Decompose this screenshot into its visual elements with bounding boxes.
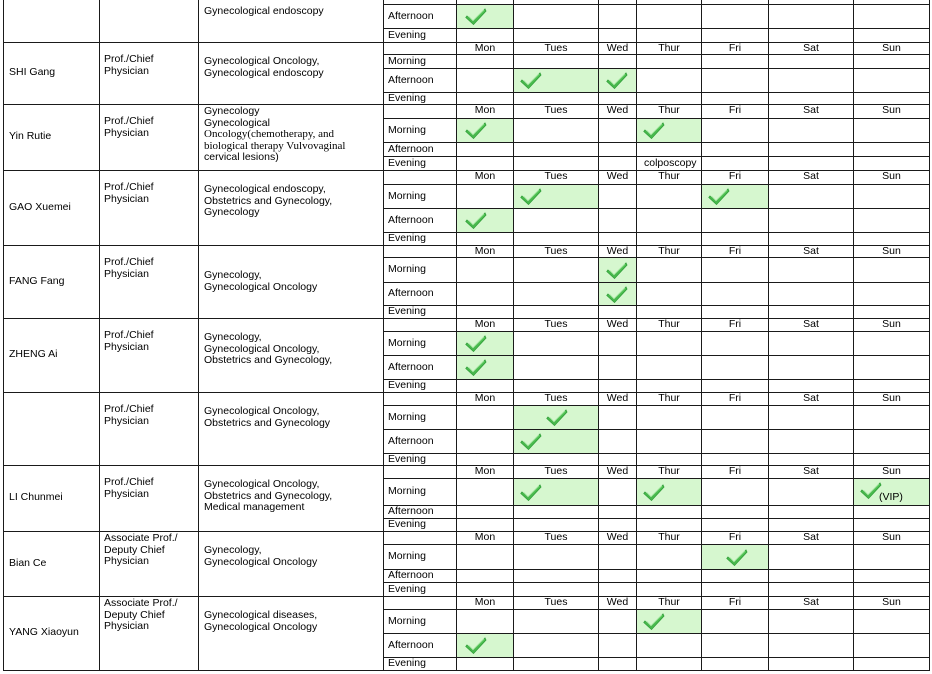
day-column-line [636, 0, 637, 43]
day-header-tues: Tues [544, 318, 568, 330]
slot-label-afternoon: Afternoon [388, 435, 434, 447]
day-header-fri: Fri [728, 596, 742, 608]
slot-row-line [383, 4, 930, 5]
grid-line [383, 42, 384, 105]
slot-row-line [383, 453, 930, 454]
day-column-line [768, 0, 769, 43]
grid-line [198, 531, 199, 597]
slot-label-afternoon: Afternoon [388, 639, 434, 651]
day-header-mon: Mon [474, 531, 496, 543]
doctor-specialty-line: Oncology(chemotherapy, and [204, 128, 335, 140]
day-header-fri: Fri [728, 318, 742, 330]
day-column-line [701, 0, 702, 43]
table-border-left [3, 0, 4, 671]
doctor-specialty-line: Gynecological endoscopy [204, 5, 324, 17]
day-header-mon: Mon [474, 42, 496, 54]
slot-label-evening: Evening [388, 92, 426, 104]
day-header-sat: Sat [803, 104, 819, 116]
doctor-specialty-line: Gynecology, [204, 269, 262, 281]
slot-label-evening: Evening [388, 29, 426, 41]
slot-label-evening: Evening [388, 379, 426, 391]
check-icon [643, 483, 665, 501]
day-header-sun: Sun [882, 465, 901, 477]
slot-row-line [383, 142, 930, 143]
day-header-sat: Sat [803, 392, 819, 404]
day-header-sat: Sat [803, 170, 819, 182]
check-icon [520, 432, 542, 450]
day-header-thur: Thur [658, 42, 680, 54]
day-header-tues: Tues [544, 245, 568, 257]
doctor-specialty-line: biological therapy Vulvovaginal [204, 139, 346, 152]
check-icon [465, 121, 487, 139]
day-header-sun: Sun [882, 392, 901, 404]
check-icon [643, 612, 665, 630]
grid-line [99, 42, 100, 105]
doctor-specialty-line: Gynecological Oncology [204, 555, 318, 568]
day-header-sun: Sun [882, 104, 901, 116]
doctor-name: ZHENG Ai [9, 348, 58, 360]
slot-label-morning: Morning [388, 550, 426, 562]
doctor-specialty-line: Gynecological Oncology [204, 620, 318, 633]
day-header-wed: Wed [606, 245, 629, 257]
doctor-name: GAO Xuemei [9, 201, 71, 213]
slot-label-evening: Evening [388, 583, 426, 595]
doctor-name: YANG Xiaoyun [9, 626, 79, 638]
day-header-mon: Mon [474, 392, 496, 404]
doctor-title: Prof./Chief Physician [104, 403, 154, 427]
day-header-tues: Tues [544, 170, 568, 182]
doctor-specialty-line: Gynecological Oncology [204, 280, 318, 293]
doctor-specialty-line: Obstetrics and Gynecology, [204, 194, 333, 207]
day-header-thur: Thur [658, 318, 680, 330]
check-icon [520, 483, 542, 501]
check-icon [606, 261, 628, 279]
doctor-specialty-line: Gynecological endoscopy [204, 66, 324, 79]
grid-line [99, 170, 100, 246]
slot-row-line [383, 379, 930, 380]
slot-row-line [383, 232, 930, 233]
day-header-wed: Wed [606, 465, 629, 477]
day-header-tues: Tues [544, 42, 568, 54]
slot-label-evening: Evening [388, 453, 426, 465]
slot-row-line [383, 670, 930, 671]
day-header-fri: Fri [728, 104, 742, 116]
grid-line [99, 245, 100, 319]
slot-row-line [383, 28, 930, 29]
check-icon [546, 408, 568, 426]
day-header-mon: Mon [474, 245, 496, 257]
slot-label-afternoon: Afternoon [388, 569, 434, 581]
check-icon [465, 358, 487, 376]
day-header-thur: Thur [658, 104, 680, 116]
doctor-specialty-line: Gynecology [204, 105, 260, 117]
doctor-specialty-line: Gynecology [204, 206, 260, 218]
slot-row-line [383, 505, 930, 506]
table-border-right [929, 0, 930, 671]
doctor-title: Prof./Chief Physician [104, 181, 154, 205]
day-header-fri: Fri [728, 170, 742, 182]
day-header-sun: Sun [882, 531, 901, 543]
day-header-fri: Fri [728, 245, 742, 257]
day-header-tues: Tues [544, 104, 568, 116]
day-header-sun: Sun [882, 170, 901, 182]
doctor-specialty-line: Gynecological Oncology, [204, 405, 320, 417]
slot-row-line [383, 569, 930, 570]
doctor-specialty-line: Gynecological diseases, [204, 609, 318, 621]
slot-label-morning: Morning [388, 411, 426, 423]
day-header-sun: Sun [882, 245, 901, 257]
slot-row-line [383, 518, 930, 519]
grid-line [198, 318, 199, 393]
grid-line [198, 0, 199, 43]
day-header-thur: Thur [658, 596, 680, 608]
day-header-fri: Fri [728, 465, 742, 477]
check-icon [465, 7, 487, 25]
day-header-sat: Sat [803, 465, 819, 477]
doctor-specialty-line: Gynecological endoscopy, [204, 183, 326, 195]
check-icon [708, 187, 730, 205]
check-icon [606, 71, 628, 89]
grid-line [99, 104, 100, 171]
doctor-title: Prof./Chief Physician [104, 476, 154, 500]
slot-label-evening: Evening [388, 657, 426, 669]
day-header-sun: Sun [882, 596, 901, 608]
day-header-sat: Sat [803, 531, 819, 543]
doctor-specialty-line: Medical management [204, 501, 305, 513]
doctor-specialty-line: cervical lesions) [204, 151, 279, 163]
doctor-title: Associate Prof./ Deputy Chief Physician [104, 532, 178, 567]
grid-line [99, 318, 100, 393]
day-header-mon: Mon [474, 596, 496, 608]
grid-line [198, 596, 199, 671]
doctor-title: Prof./Chief Physician [104, 115, 154, 139]
doctor-title: Associate Prof./ Deputy Chief Physician [104, 597, 178, 632]
grid-line [99, 392, 100, 466]
colposcopy-note: colposcopy [644, 157, 697, 169]
slot-row-line [383, 305, 930, 306]
grid-line [99, 531, 100, 597]
doctor-specialty-line: Obstetrics and Gynecology, [204, 489, 333, 502]
day-header-wed: Wed [606, 170, 629, 182]
slot-label-morning: Morning [388, 263, 426, 275]
doctor-specialty-line: Gynecological Oncology, [204, 342, 320, 355]
day-header-fri: Fri [728, 42, 742, 54]
day-header-thur: Thur [658, 245, 680, 257]
day-header-tues: Tues [544, 465, 568, 477]
doctor-specialty-line: Gynecology, [204, 331, 262, 343]
slot-label-morning: Morning [388, 485, 426, 497]
day-header-sat: Sat [803, 318, 819, 330]
grid-line [198, 42, 199, 105]
day-header-mon: Mon [474, 318, 496, 330]
doctor-title: Prof./Chief Physician [104, 256, 154, 280]
day-header-mon: Mon [474, 104, 496, 116]
slot-label-morning: Morning [388, 55, 426, 67]
day-header-wed: Wed [606, 318, 629, 330]
check-icon [465, 334, 487, 352]
grid-line [383, 104, 384, 171]
day-header-fri: Fri [728, 392, 742, 404]
day-column-line [853, 0, 854, 43]
grid-line [383, 531, 384, 597]
slot-label-afternoon: Afternoon [388, 287, 434, 299]
grid-line [198, 465, 199, 532]
day-column-line [513, 0, 514, 43]
doctor-specialty-line: Obstetrics and Gynecology, [204, 354, 333, 366]
grid-line [198, 170, 199, 246]
slot-label-morning: Morning [388, 615, 426, 627]
slot-row-line [383, 582, 930, 583]
slot-label-morning: Morning [388, 337, 426, 349]
slot-label-morning: Morning [388, 124, 426, 136]
check-icon [643, 121, 665, 139]
check-icon [860, 481, 882, 499]
slot-label-evening: Evening [388, 157, 426, 169]
slot-label-afternoon: Afternoon [388, 361, 434, 373]
grid-line [383, 0, 384, 43]
slot-row-line [383, 282, 930, 283]
doctor-name: LI Chunmei [9, 491, 63, 503]
slot-row-line [383, 68, 930, 69]
day-header-mon: Mon [474, 465, 496, 477]
day-header-thur: Thur [658, 465, 680, 477]
grid-line [99, 0, 100, 43]
day-header-wed: Wed [606, 104, 629, 116]
day-header-sat: Sat [803, 42, 819, 54]
day-header-sat: Sat [803, 245, 819, 257]
slot-label-afternoon: Afternoon [388, 10, 434, 22]
slot-row-line [383, 429, 930, 430]
grid-line [99, 596, 100, 671]
slot-row-line [383, 544, 930, 545]
doctor-specialty-line: Gynecological Oncology, [204, 478, 320, 490]
day-header-tues: Tues [544, 531, 568, 543]
doctor-title: Prof./Chief Physician [104, 329, 154, 353]
vip-note: (VIP) [879, 491, 903, 503]
day-header-mon: Mon [474, 170, 496, 182]
grid-line [99, 465, 100, 532]
day-column-line [598, 0, 599, 43]
grid-line [198, 392, 199, 466]
slot-label-evening: Evening [388, 518, 426, 530]
check-icon [606, 285, 628, 303]
check-icon [726, 548, 748, 566]
check-icon [465, 211, 487, 229]
slot-row-line [383, 184, 930, 185]
day-header-tues: Tues [544, 392, 568, 404]
day-header-fri: Fri [728, 531, 742, 543]
day-header-thur: Thur [658, 531, 680, 543]
slot-label-morning: Morning [388, 190, 426, 202]
slot-row-line [383, 405, 930, 406]
slot-row-line [383, 92, 930, 93]
day-header-wed: Wed [606, 392, 629, 404]
slot-label-evening: Evening [388, 305, 426, 317]
grid-line [383, 465, 384, 532]
doctor-specialty-line: Obstetrics and Gynecology [204, 416, 331, 429]
day-header-sun: Sun [882, 42, 901, 54]
slot-label-afternoon: Afternoon [388, 74, 434, 86]
doctor-name: Yin Rutie [9, 130, 52, 142]
day-header-sat: Sat [803, 596, 819, 608]
slot-label-afternoon: Afternoon [388, 143, 434, 155]
check-icon [465, 636, 487, 654]
slot-label-afternoon: Afternoon [388, 505, 434, 517]
doctor-title: Prof./Chief Physician [104, 53, 154, 77]
day-header-tues: Tues [544, 596, 568, 608]
check-icon [520, 187, 542, 205]
doctor-name: SHI Gang [9, 66, 56, 78]
slot-label-evening: Evening [388, 232, 426, 244]
day-header-sun: Sun [882, 318, 901, 330]
slot-row-line [383, 657, 930, 658]
slot-label-afternoon: Afternoon [388, 214, 434, 226]
grid-line [198, 245, 199, 319]
doctor-specialty-line: Gynecological Oncology, [204, 55, 320, 67]
doctor-specialty-line: Gynecological [204, 116, 270, 129]
doctor-specialty-line: Gynecology, [204, 544, 262, 556]
day-header-wed: Wed [606, 42, 629, 54]
check-icon [520, 71, 542, 89]
doctor-name: Bian Ce [9, 557, 47, 569]
day-header-wed: Wed [606, 531, 629, 543]
day-header-wed: Wed [606, 596, 629, 608]
grid-line [198, 104, 199, 171]
doctor-name: FANG Fang [9, 275, 65, 287]
day-header-thur: Thur [658, 170, 680, 182]
day-header-thur: Thur [658, 392, 680, 404]
